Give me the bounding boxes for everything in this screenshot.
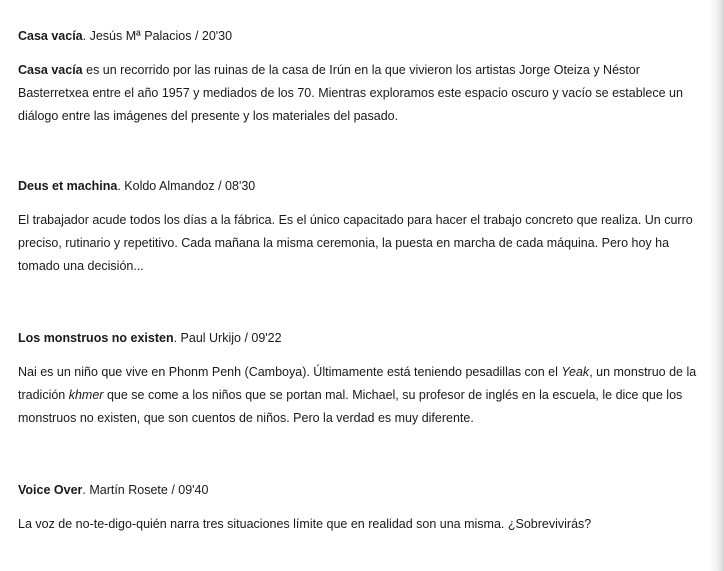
- film-entry-casa-vacia: [18, 28, 698, 128]
- film-description-text: que se come a los niños que se portan mal. Michael, su profesor de inglés en la escuela, le dice que los monstruos no existen, que son cuentos de niños. Pero la verdad es muy diferente.: [18, 388, 683, 425]
- film-description-text: , un monstruo de la tradición: [18, 365, 697, 402]
- film-credits: . Paul Urkijo / 09'22: [173, 331, 282, 345]
- film-heading: [18, 28, 698, 44]
- film-description-text: Nai es un niño que vive en Phonm Penh (Camboya). Últimamente está teniendo pesadillas con el: [18, 365, 562, 379]
- film-entry-deus-et-machina: [18, 178, 698, 278]
- film-title: Casa vacía: [18, 29, 83, 43]
- film-credits: . Martín Rosete / 09'40: [82, 483, 209, 497]
- film-entry-los-monstruos-no-existen: [18, 330, 698, 430]
- film-entry-voice-over: [18, 482, 698, 536]
- film-heading: [18, 178, 698, 194]
- film-credits: . Jesús Mª Palacios / 20'30: [82, 29, 233, 43]
- film-description-text: es un recorrido por las ruinas de la casa de Irún en la que vivieron los artistas Jorge Oteiza y Néstor Basterretxea entre el año 1957 y mediados de los 70. Mientras exploramos este espacio oscuro y vacío se establece un diálogo entre las imágenes del presente y los materiales del pasado.: [18, 63, 683, 123]
- film-title: Deus et machina: [18, 179, 118, 193]
- film-credits: . Koldo Almandoz / 08'30: [117, 179, 256, 193]
- film-title: Los monstruos no existen: [18, 331, 174, 345]
- film-description: [18, 59, 698, 128]
- film-heading: [18, 482, 698, 498]
- film-description-italic: khmer: [68, 388, 104, 402]
- page-edge-shadow: [708, 0, 724, 571]
- film-description: [18, 361, 698, 430]
- film-description-italic: Yeak: [561, 365, 590, 379]
- film-description-title: Casa vacía: [18, 63, 83, 77]
- film-title: Voice Over: [18, 483, 83, 497]
- film-heading: [18, 330, 698, 346]
- film-description: El trabajador acude todos los días a la fábrica. Es el único capacitado para hacer el trabajo concreto que realiza. Un curro preciso, rutinario y repetitivo. Cada mañana la misma ceremonia, la puesta en marcha de cada máquina. Pero hoy ha tomado una decisión...: [18, 213, 693, 273]
- film-description: La voz de no-te-digo-quién narra tres situaciones límite que en realidad son una misma. ¿Sobrevivirás?: [18, 517, 592, 531]
